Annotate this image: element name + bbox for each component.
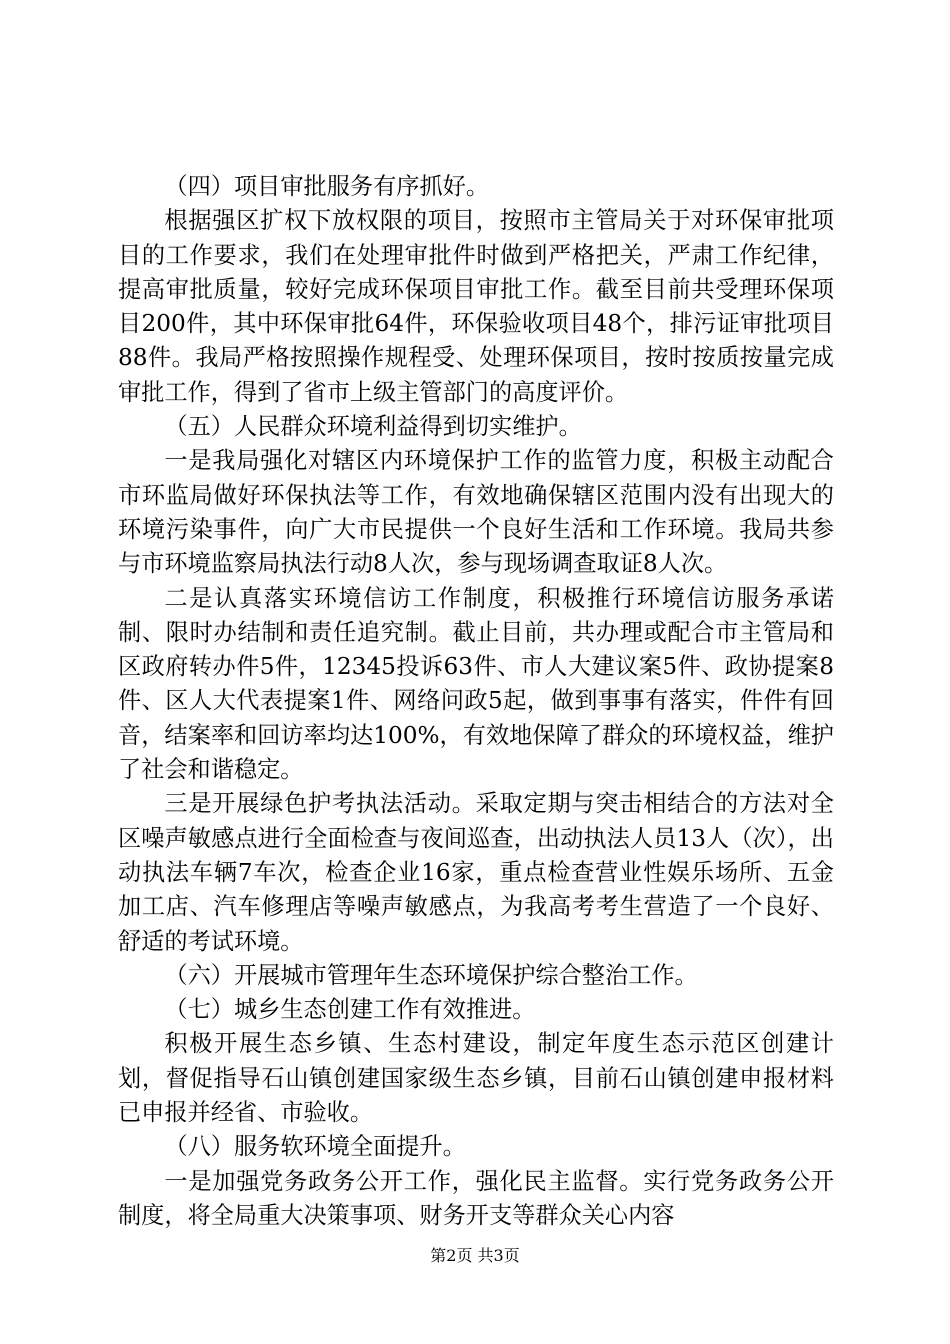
section-heading-8: （八）服务软环境全面提升。 [164,1133,466,1161]
section-heading-6: （六）开展城市管理年生态环境保护综合整治工作。 [164,961,698,989]
section-heading-4: （四）项目审批服务有序抓好。 [164,173,490,200]
paragraph: 二是认真落实环境信访工作制度，积极推行环境信访服务承诺制、限时办结制和责任追究制。截止目前，共办理或配合市主管局和区政府转办件5件，12345投诉63件、市人大建议案5件、政协提案8件、区人大代表提案1件、网络问政5起，做到事事有落实，件件有回音，结案率和回访率均达100%，有效地保障了群众的环境权益，维护了社会和谐稳定。 [118,584,834,784]
section-heading-5: （五）人民群众环境利益得到切实维护。 [164,413,582,441]
paragraph: 积极开展生态乡镇、生态村建设，制定年度生态示范区创建计划，督促指导石山镇创建国家级生态乡镇，目前石山镇创建申报材料已申报并经省、市验收。 [118,1030,834,1127]
document-body [118,170,834,1233]
paragraph: 一是加强党务政务公开工作，强化民主监督。实行党务政务公开制度，将全局重大决策事项、财务开支等群众关心内容 [118,1167,834,1229]
page-footer: 第2页 共3页 [430,1246,520,1265]
paragraph: 一是我局强化对辖区内环境保护工作的监管力度，积极主动配合市环监局做好环保执法等工作，有效地确保辖区范围内没有出现大的环境污染事件，向广大市民提供一个良好生活和工作环境。我局共参与市环境监察局执法行动8人次，参与现场调查取证8人次。 [118,447,834,578]
paragraph: 根据强区扩权下放权限的项目，按照市主管局关于对环保审批项目的工作要求，我们在处理审批件时做到严格把关，严肃工作纪律，提高审批质量，较好完成环保项目审批工作。截至目前共受理环保项目200件，其中环保审批64件，环保验收项目48个，排污证审批项目88件。我局严格按照操作规程受、处理环保项目，按时按质按量完成审批工作，得到了省市上级主管部门的高度评价。 [118,207,834,406]
paragraph: 三是开展绿色护考执法活动。采取定期与突击相结合的方法对全区噪声敏感点进行全面检查与夜间巡查，出动执法人员13人（次），出动执法车辆7车次，检查企业16家，重点检查营业性娱乐场所、五金加工店、汽车修理店等噪声敏感点，为我高考考生营造了一个良好、舒适的考试环境。 [118,790,834,955]
section-heading-7: （七）城乡生态创建工作有效推进。 [164,996,536,1024]
